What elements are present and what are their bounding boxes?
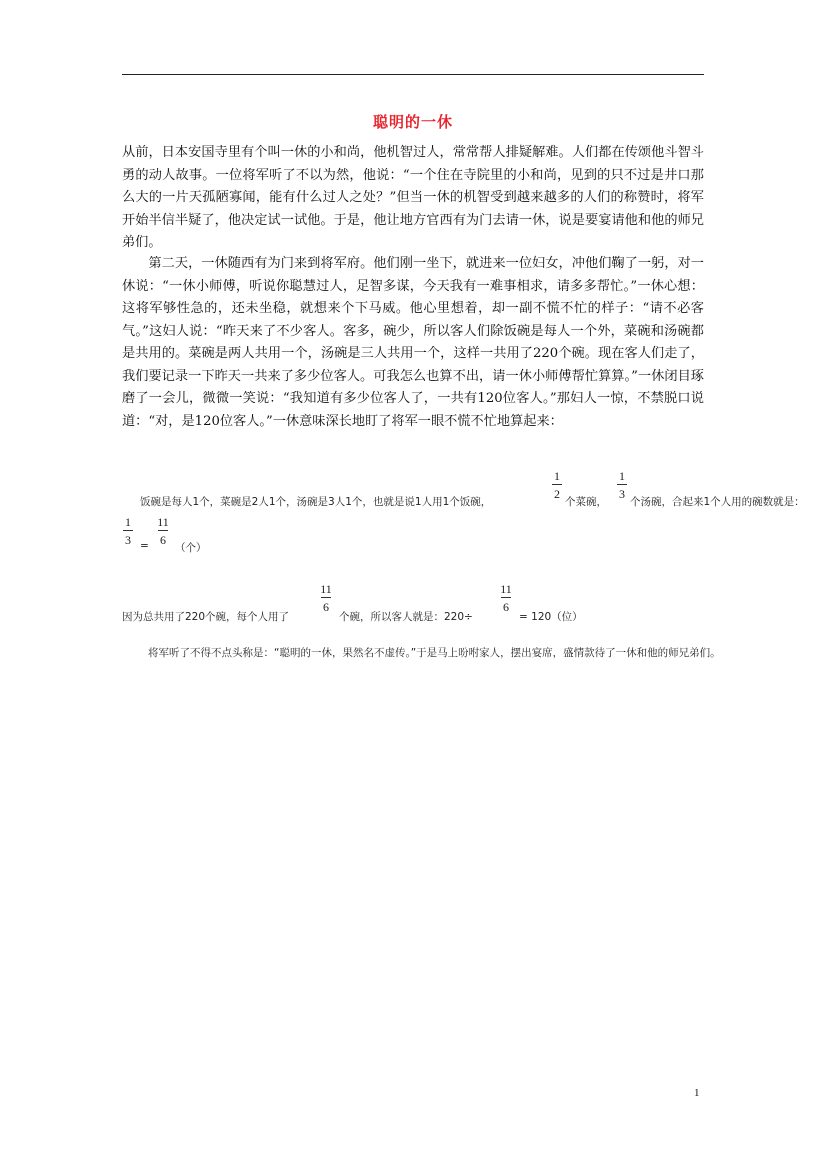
equals-sign: =: [140, 540, 149, 552]
document-title: 聪明的一休: [372, 113, 453, 131]
unit-label: （个）: [175, 542, 207, 554]
fraction-bar: [552, 484, 562, 485]
calc-line-3: 因为总共用了220个碗，每个人用了: [122, 611, 290, 623]
fraction-denominator: 6: [323, 600, 329, 614]
fraction-denominator: 2: [554, 487, 560, 501]
fraction-numerator: 11: [500, 582, 512, 596]
fraction-eleven-sixths-c: [496, 581, 516, 615]
fraction-bar: [321, 597, 331, 598]
fraction-bar: [501, 597, 511, 598]
calc-line-1: 饭碗是每人1个，菜碗是2人1个，汤碗是3人1个，也就是说1人用1个饭碗，: [140, 496, 492, 508]
fraction-denominator: 3: [619, 487, 625, 501]
page-number: 1: [694, 1087, 700, 1099]
calc-line-1-mid: 个菜碗，: [565, 496, 607, 508]
fraction-bar: [158, 530, 168, 531]
story-paragraph-1: 从前，日本安国寺里有个叫一休的小和尚，他机智过人，常常帮人排疑解难。人们都在传颂他斗智斗勇的动人故事。一位将军听了不以为然，他说：“一个住在寺院里的小和尚，见到的只不过是井口那么大的一片天孤陋寡闻，能有什么过人之处？”但当一休的机智受到越来越多的人们的称赞时，将军开始半信半疑了，他决定试一试他。于是，他让地方官西有为门去请一休，说是要宴请他和他的师兄弟们。: [122, 145, 704, 250]
fraction-one-third-a: [614, 468, 630, 502]
fraction-eleven-sixths-b: [316, 581, 336, 615]
fraction-numerator: 1: [619, 469, 625, 483]
fraction-bar: [617, 484, 627, 485]
fraction-eleven-sixths-a: [153, 514, 173, 548]
fraction-denominator: 6: [160, 533, 166, 547]
fraction-denominator: 3: [125, 533, 131, 547]
fraction-bar: [123, 530, 133, 531]
calc-line-1-end: 个汤碗，合起来1个人用的碗数就是：: [630, 496, 805, 508]
conclusion-line: 将军听了不得不点头称是：“聪明的一休，果然名不虚传。”于是马上吩咐家人，摆出宴席，盛情款待了一休和他的师兄弟们。: [148, 647, 721, 659]
fraction-one-half: [549, 468, 565, 502]
fraction-numerator: 11: [320, 582, 332, 596]
fraction-numerator: 11: [157, 515, 169, 529]
header-rule: [122, 74, 704, 75]
calc-line-3-mid: 个碗，所以客人就是：220÷: [339, 611, 473, 623]
fraction-numerator: 1: [125, 515, 131, 529]
fraction-numerator: 1: [554, 469, 560, 483]
story-paragraph-2: 第二天，一休随西有为门来到将军府。他们刚一坐下，就进来一位妇女，冲他们鞠了一躬，对一休说：“一休小师傅，听说你聪慧过人，足智多谋，今天我有一难事相求，请多多帮忙。”一休心想：这将军够性急的，还未坐稳，就想来个下马威。他心里想着，却一副不慌不忙的样子：“请不必客气。”这妇人说：“昨天来了不少客人。客多，碗少，所以客人们除饭碗是每人一个外，菜碗和汤碗都是共用的。菜碗是两人共用一个，汤碗是三人共用一个，这样一共用了220个碗。现在客人们走了，我们要记录一下昨天一共来了多少位客人。可我怎么也算不出，请一休小师傅帮忙算算。”一休闭目琢磨了一会儿，微微一笑说：“我知道有多少位客人了，一共有120位客人。”那妇人一惊，不禁脱口说道：“对，是120位客人。”一休意味深长地盯了将军一眼不慌不忙地算起来：: [122, 256, 704, 429]
calc-line-3-end: = 120（位）: [519, 611, 583, 623]
fraction-one-third-b: [120, 514, 136, 548]
fraction-denominator: 6: [503, 600, 509, 614]
